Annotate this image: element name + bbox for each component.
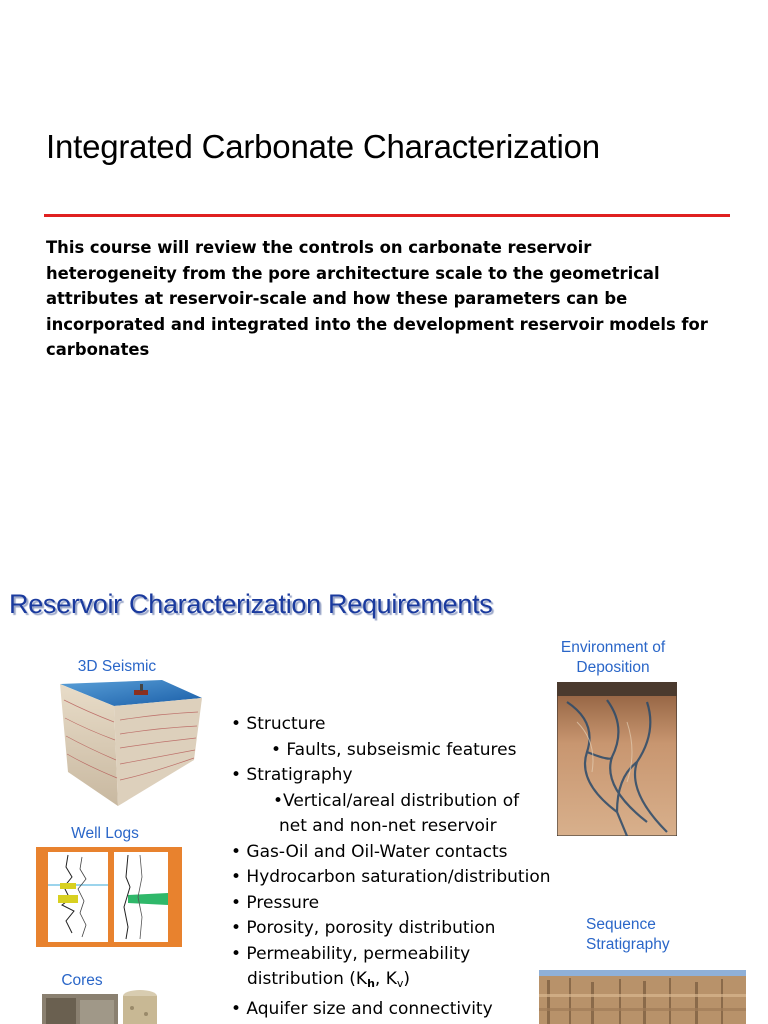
braided-river-aerial-photo (557, 682, 677, 836)
list-item: • Stratigraphy (231, 765, 353, 785)
list-item: • Hydrocarbon saturation/distribution (231, 867, 551, 887)
list-item: •Vertical/areal distribution of (273, 790, 520, 811)
list-item: • Structure (231, 714, 326, 734)
title-divider (44, 214, 730, 217)
slide-reservoir-requirements (0, 560, 768, 1024)
list-item: • Porosity, porosity distribution (231, 918, 496, 938)
caption-well-logs: Well Logs (71, 825, 139, 842)
core-samples-image (42, 990, 160, 1024)
list-item: • Aquifer size and connectivity (231, 998, 493, 1019)
caption-3d-seismic: 3D Seismic (77, 658, 157, 675)
requirements-list (231, 712, 571, 1022)
caption-environment-of-deposition: Environment of Deposition (560, 639, 666, 676)
cliff-outcrop-photo (539, 970, 746, 1024)
caption-sequence-stratigraphy: Sequence Stratigraphy (586, 916, 670, 953)
course-description: This course will review the controls on carbonate reservoir heterogeneity from the pore architecture scale to the geometrical attributes at reservoir-scale and how these parameters can be incorporated and integrated into the development reservoir models for carbonates (46, 238, 708, 360)
slide-title: Integrated Carbonate Characterization (46, 128, 600, 165)
seismic-cube-image (58, 676, 204, 808)
list-item: • Faults, subseismic features (271, 739, 517, 760)
well-log-traces-image (36, 847, 182, 947)
list-item: • Permeability, permeability (231, 943, 471, 964)
list-item: • Gas-Oil and Oil-Water contacts (231, 841, 508, 862)
list-item: net and non-net reservoir (279, 816, 497, 836)
caption-cores: Cores (61, 972, 103, 989)
slide-title: Reservoir Characterization Requirements (9, 589, 493, 619)
list-item: distribution ($K_h$, $K_v$) (247, 969, 411, 990)
list-item: • Pressure (231, 892, 320, 913)
